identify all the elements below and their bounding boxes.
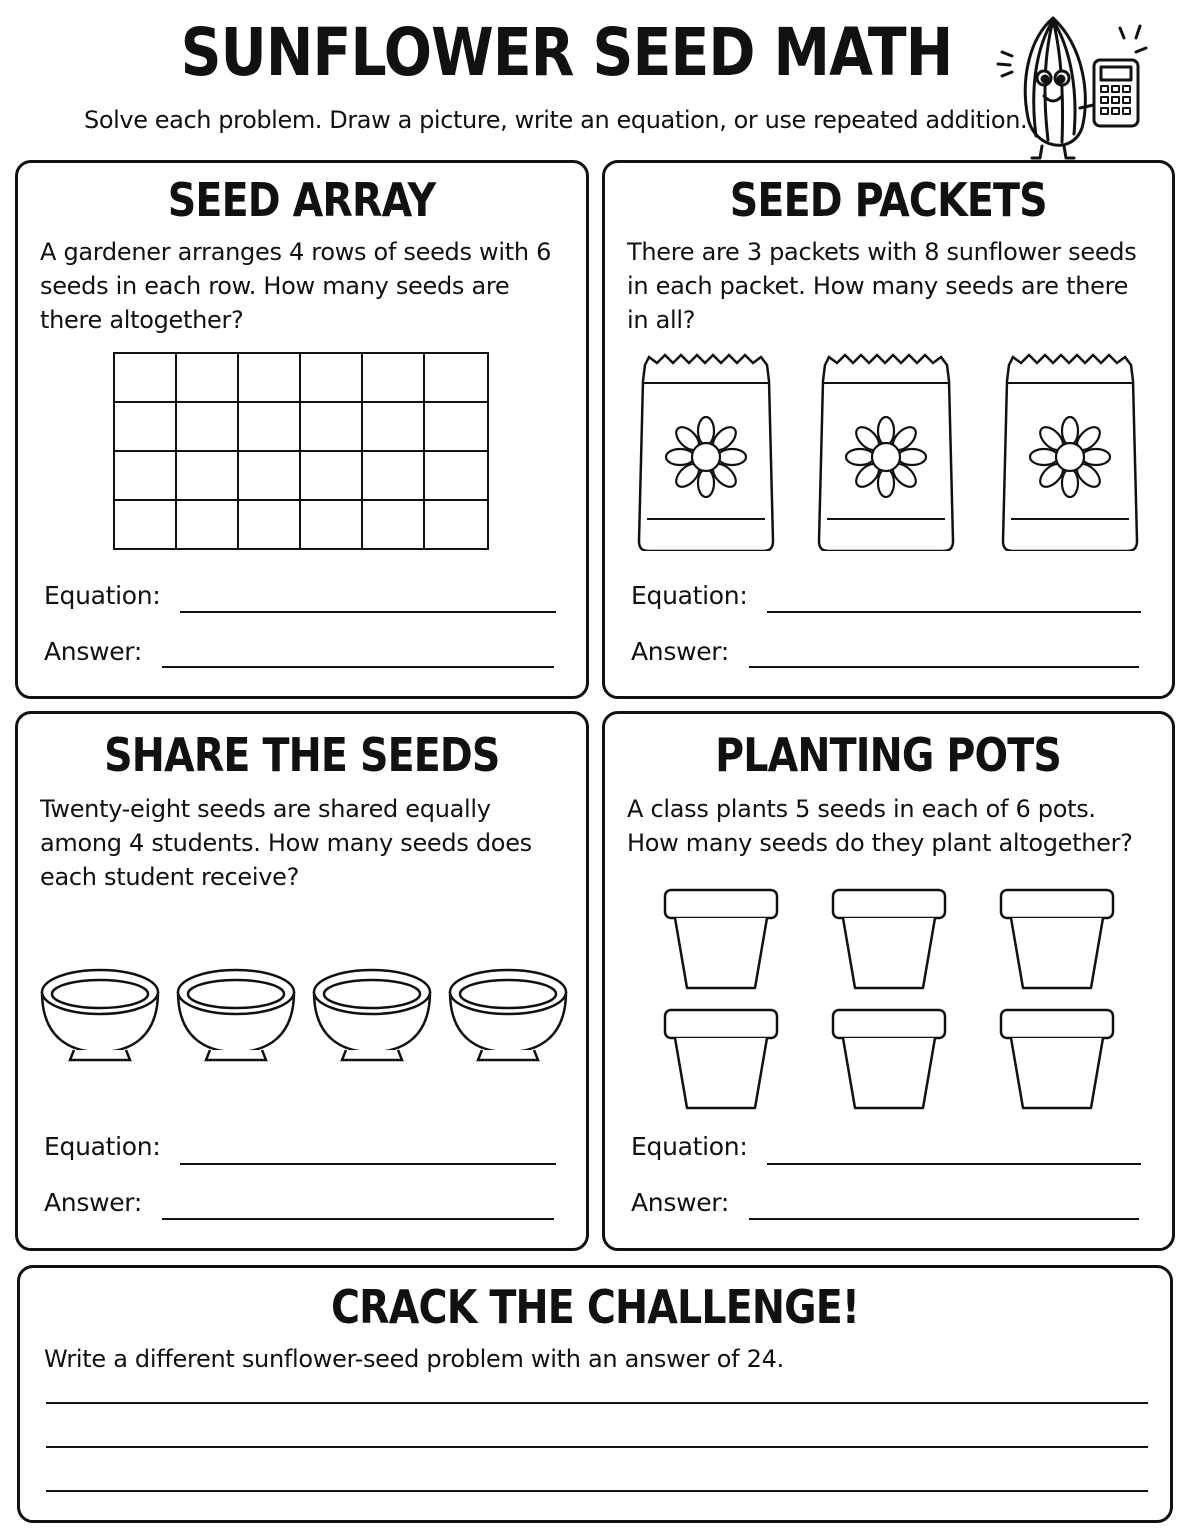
equation-label: Equation:: [631, 581, 748, 610]
flower-pots: [661, 886, 1121, 1112]
card-share-the-seeds: [15, 711, 589, 1251]
sunflower-icon: [639, 355, 773, 551]
challenge-prompt: Write a different sunflower-seed problem with an answer of 24.: [44, 1345, 784, 1373]
challenge-answer-line[interactable]: [46, 1490, 1148, 1492]
answer-label: Answer:: [631, 1188, 729, 1217]
problem-text: A gardener arranges 4 rows of seeds with 6 seeds in each row. How many seeds are there altogether?: [40, 238, 552, 334]
problem-text: A class plants 5 seeds in each of 6 pots. How many seeds do they plant altogether?: [627, 795, 1133, 857]
card-title: SEED PACKETS: [729, 173, 1047, 227]
seed-with-calculator-icon: [990, 8, 1160, 163]
answer-field[interactable]: [162, 1218, 554, 1220]
card-challenge: [17, 1265, 1173, 1523]
problem-text: Twenty-eight seeds are shared equally among 4 students. How many seeds does each student receive?: [40, 795, 532, 891]
bowls: [36, 964, 576, 1064]
instructions: Solve each problem. Draw a picture, write an equation, or use repeated addition.: [84, 106, 1028, 134]
problem-text: There are 3 packets with 8 sunflower seeds in each packet. How many seeds are there in all?: [627, 238, 1137, 334]
answer-label: Answer:: [631, 637, 729, 666]
seed-packets: [635, 351, 1155, 551]
equation-field[interactable]: [180, 611, 556, 613]
equation-field[interactable]: [767, 611, 1141, 613]
array-grid: [112, 351, 492, 553]
page-title: SUNFLOWER SEED MATH: [180, 14, 953, 91]
challenge-answer-line[interactable]: [46, 1402, 1148, 1404]
answer-field[interactable]: [162, 666, 554, 668]
card-title: PLANTING POTS: [715, 728, 1062, 782]
equation-label: Equation:: [44, 1132, 161, 1161]
equation-label: Equation:: [44, 581, 161, 610]
answer-field[interactable]: [749, 666, 1139, 668]
answer-field[interactable]: [749, 1218, 1139, 1220]
card-planting-pots: [602, 711, 1175, 1251]
card-title: SEED ARRAY: [168, 173, 436, 227]
answer-label: Answer:: [44, 1188, 142, 1217]
equation-label: Equation:: [631, 1132, 748, 1161]
answer-label: Answer:: [44, 637, 142, 666]
card-seed-packets: [602, 160, 1175, 699]
card-title: SHARE THE SEEDS: [104, 728, 500, 782]
card-seed-array: [15, 160, 589, 699]
challenge-answer-line[interactable]: [46, 1446, 1148, 1448]
card-title: CRACK THE CHALLENGE!: [330, 1280, 860, 1334]
equation-field[interactable]: [180, 1163, 556, 1165]
equation-field[interactable]: [767, 1163, 1141, 1165]
